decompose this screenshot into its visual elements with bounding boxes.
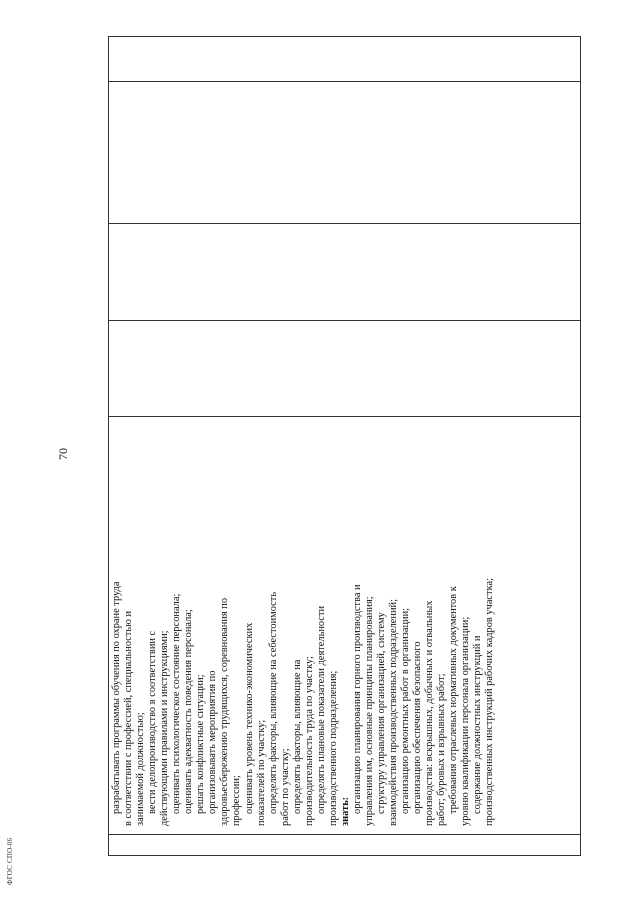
text-line: производственного подразделения;	[327, 670, 339, 826]
text-line: оценивать уровень технико-экономических	[243, 622, 255, 814]
text-line: знать:	[339, 796, 351, 826]
text-line: определять факторы, влияющие на	[291, 659, 303, 814]
text-line: организовывать мероприятия по	[207, 670, 219, 814]
text-line: разрабатывать программы обучения по охране труда	[111, 581, 122, 814]
text-line: работ; буровых и взрывных работ;	[436, 673, 448, 826]
text-line: производства: вскрышных, добычных и отвальных	[424, 600, 436, 826]
table-column-index	[109, 834, 580, 855]
page-number: 70	[56, 448, 70, 460]
text-line: профессии;	[231, 775, 243, 826]
competency-table	[108, 36, 581, 856]
table-column-6	[109, 35, 580, 81]
text-line: организацию обеспечения безопасного	[412, 641, 424, 814]
text-line: производительность труда по участку;	[303, 656, 315, 826]
text-line: организацию планирования горного производства и	[351, 584, 363, 814]
footer-code: ФГОС СПО-06	[6, 837, 14, 885]
text-line: требования отраслевых нормативных документов к	[448, 586, 460, 814]
text-line: оценивать психологическое состояние персонала;	[171, 593, 183, 814]
text-line: показателей по участку;	[255, 719, 267, 826]
text-line: структуру управления организацией, систему	[376, 612, 388, 814]
text-line: занимаемой должностью;	[135, 712, 147, 826]
text-line: решать конфликтные ситуации;	[195, 674, 207, 814]
text-line: производственных инструкций рабочих кадров участка;	[484, 578, 496, 826]
text-line: организацию ремонтных работ в организации;	[400, 607, 412, 814]
content-cell	[111, 423, 578, 826]
table-column-3	[109, 320, 580, 416]
table-column-4	[109, 223, 580, 320]
text-line: определять плановые показатели деятельности	[315, 605, 327, 814]
text-line: работ по участку;	[279, 748, 291, 826]
text-line: оценивать адекватность поведения персонала;	[183, 609, 195, 814]
text-line: управления им, основные принципы планирования;	[363, 596, 375, 826]
text-line: уровню квалификации персонала организации;	[460, 616, 472, 826]
text-line: содержание должностных инструкций и	[472, 635, 484, 814]
table-column-5	[109, 81, 580, 223]
text-line: действующими правилами и инструкциями;	[159, 630, 171, 826]
text-line: в соответствии с профессией, специальностью и	[123, 610, 135, 826]
text-line: взаимодействия производственных подразделений;	[388, 599, 400, 826]
text-line: здоровьесбережению трудящихся, соревнования по	[219, 597, 231, 826]
table-column-content	[109, 416, 580, 834]
text-line: вести делопроизводство в соответствии с	[147, 630, 159, 814]
text-line: определять факторы, влияющие на себестоимость	[267, 591, 279, 814]
